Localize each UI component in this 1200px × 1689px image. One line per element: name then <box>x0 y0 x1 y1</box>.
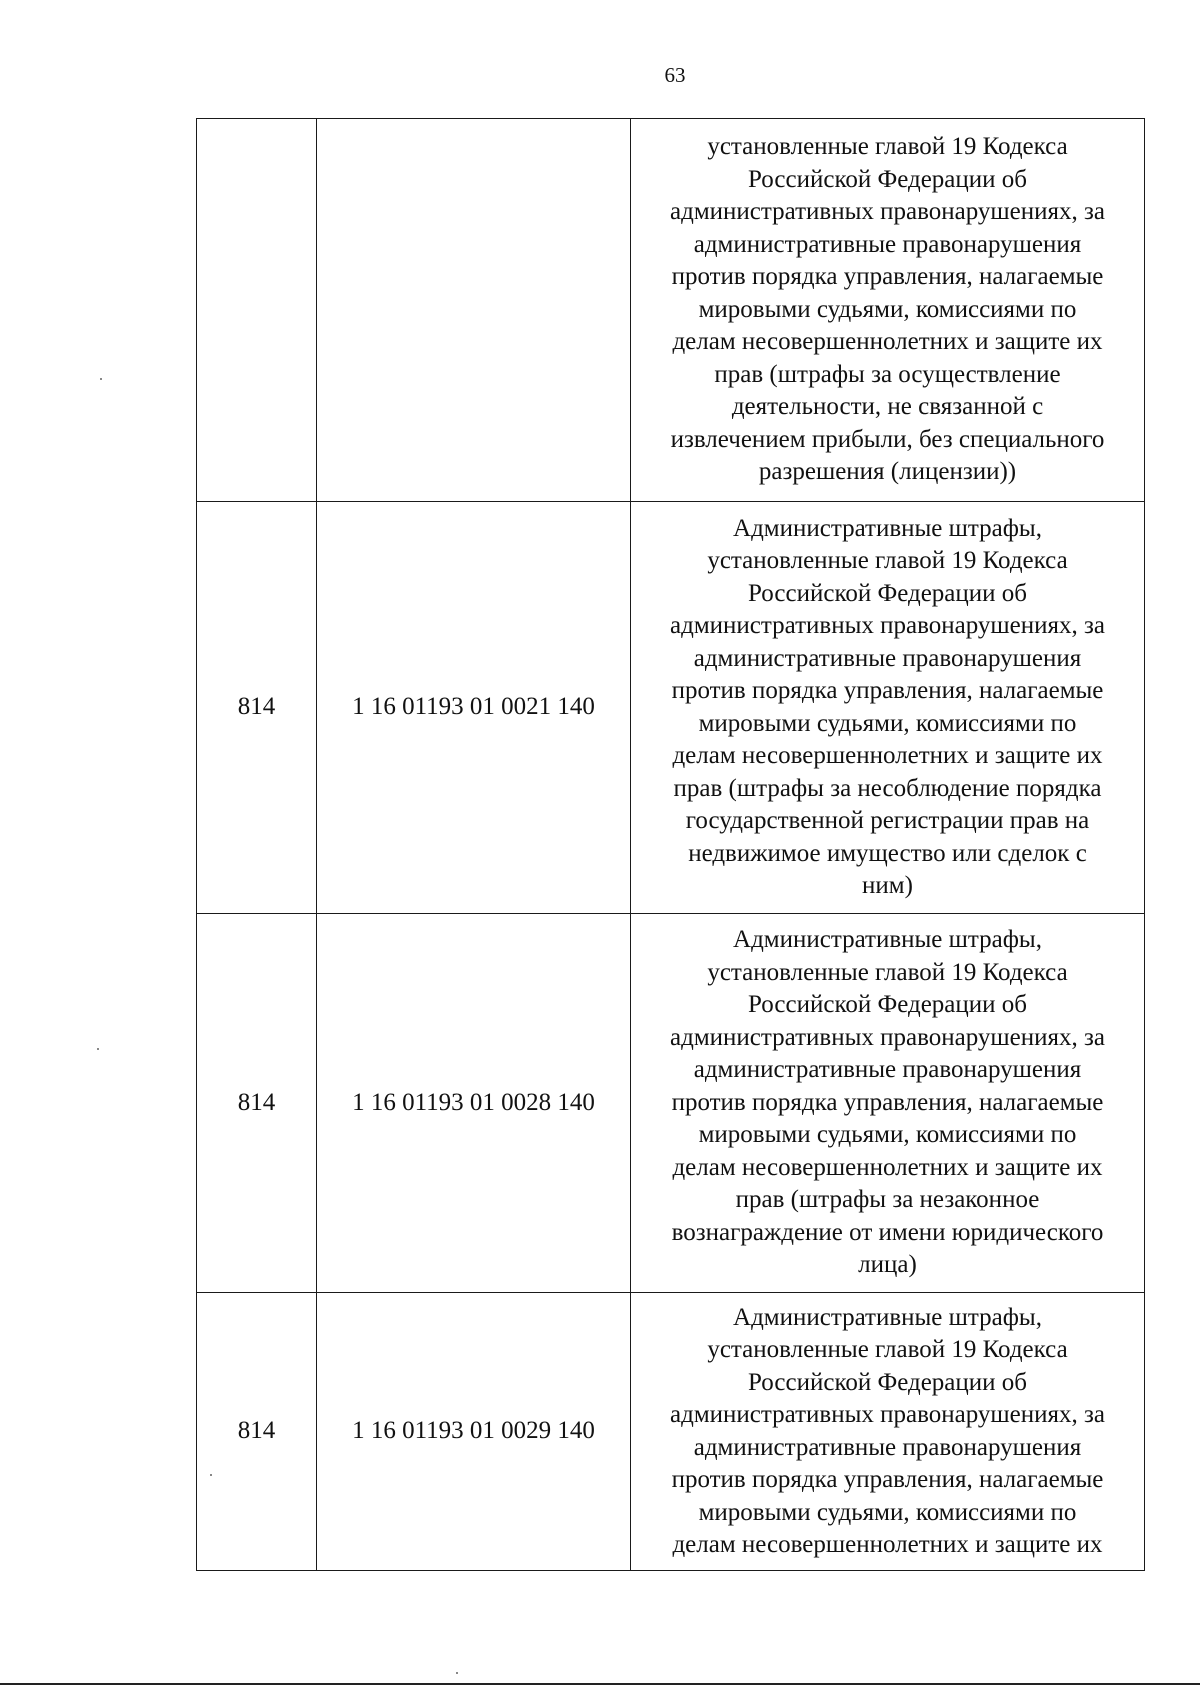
scan-speck <box>456 1672 458 1674</box>
table-row <box>197 914 1145 1293</box>
page-number: 63 <box>664 63 686 87</box>
scan-speck <box>97 1048 99 1050</box>
table-row <box>197 502 1145 914</box>
description-cell: Административные штрафы, установленные главой 19 Кодекса Российской Федерации об административных правонарушениях, за административные правонарушения против порядка управления, налагаемые мировыми судьями, комиссиями по делам несовершеннолетних и защите их прав (штрафы за несоблюдение порядка государственной регистрации прав на недвижимое имущество или сделок с ним) <box>631 502 1145 914</box>
admin-code-cell <box>197 119 317 502</box>
admin-code-cell: 814 <box>197 914 317 1293</box>
budget-code-cell: 1 16 01193 01 0029 140 <box>317 1293 631 1571</box>
admin-code-cell: 814 <box>197 502 317 914</box>
budget-codes-table <box>196 118 1145 1571</box>
scan-speck <box>210 1474 212 1476</box>
scan-speck <box>100 378 102 380</box>
budget-code-cell: 1 16 01193 01 0021 140 <box>317 502 631 914</box>
admin-code-cell: 814 <box>197 1293 317 1571</box>
budget-code-cell <box>317 119 631 502</box>
page-bottom-edge <box>0 1683 1200 1685</box>
table-row <box>197 119 1145 502</box>
budget-code-cell: 1 16 01193 01 0028 140 <box>317 914 631 1293</box>
description-cell: Административные штрафы, установленные главой 19 Кодекса Российской Федерации об административных правонарушениях, за административные правонарушения против порядка управления, налагаемые мировыми судьями, комиссиями по делам несовершеннолетних и защите их прав (штрафы за незаконное вознаграждение от имени юридического лица) <box>631 914 1145 1293</box>
description-cell: Административные штрафы, установленные главой 19 Кодекса Российской Федерации об административных правонарушениях, за административные правонарушения против порядка управления, налагаемые мировыми судьями, комиссиями по делам несовершеннолетних и защите их <box>631 1293 1145 1571</box>
description-cell: установленные главой 19 Кодекса Российской Федерации об административных правонарушениях, за административные правонарушения против порядка управления, налагаемые мировыми судьями, комиссиями по делам несовершеннолетних и защите их прав (штрафы за осуществление деятельности, не связанной с извлечением прибыли, без специального разрешения (лицензии)) <box>631 119 1145 502</box>
table-row <box>197 1293 1145 1571</box>
